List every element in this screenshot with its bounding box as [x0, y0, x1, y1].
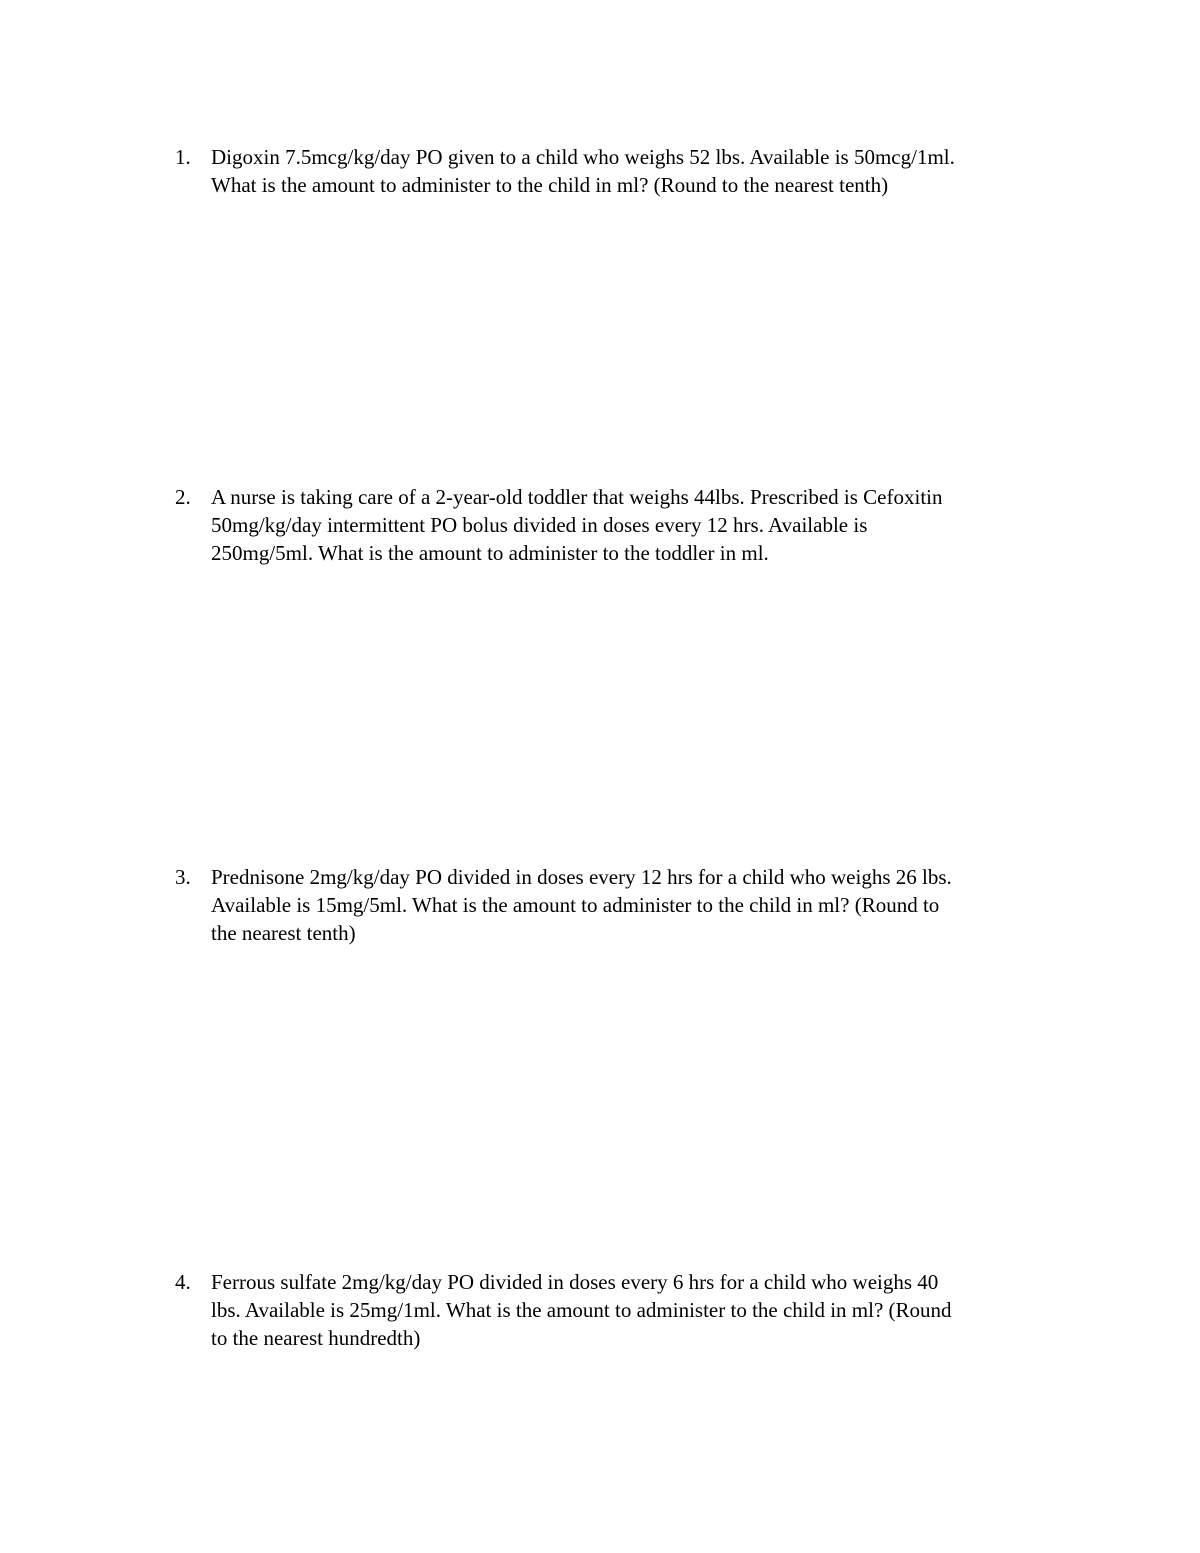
question-line: Prednisone 2mg/kg/day PO divided in doses every 12 hrs for a child who weighs 26 lbs.	[211, 865, 952, 889]
question-text	[211, 143, 1053, 199]
question-line: to the nearest hundredth)	[211, 1326, 421, 1350]
question-line: Digoxin 7.5mcg/kg/day PO given to a child who weighs 52 lbs. Available is 50mcg/1ml.	[211, 145, 955, 169]
question-line: lbs. Available is 25mg/1ml. What is the amount to administer to the child in ml? (Round	[211, 1298, 952, 1322]
question-number: 1.	[175, 145, 191, 169]
question-text	[211, 1268, 1053, 1352]
question-line: What is the amount to administer to the child in ml? (Round to the nearest tenth)	[211, 173, 889, 197]
question-line: 50mg/kg/day intermittent PO bolus divided in doses every 12 hrs. Available is	[211, 513, 868, 537]
question-1	[175, 143, 1055, 199]
question-4	[175, 1268, 1055, 1352]
question-line: Available is 15mg/5ml. What is the amount to administer to the child in ml? (Round to	[211, 893, 940, 917]
question-number: 3.	[175, 865, 191, 889]
question-2	[175, 483, 1055, 567]
question-line: A nurse is taking care of a 2-year-old toddler that weighs 44lbs. Prescribed is Cefoxitin	[211, 485, 943, 509]
question-text	[211, 483, 1053, 567]
question-number: 4.	[175, 1270, 191, 1294]
question-line: the nearest tenth)	[211, 921, 356, 945]
question-line: Ferrous sulfate 2mg/kg/day PO divided in doses every 6 hrs for a child who weighs 40	[211, 1270, 939, 1294]
question-number: 2.	[175, 485, 191, 509]
question-line: 250mg/5ml. What is the amount to administer to the toddler in ml.	[211, 541, 769, 565]
question-3	[175, 863, 1055, 947]
question-text	[211, 863, 1053, 947]
